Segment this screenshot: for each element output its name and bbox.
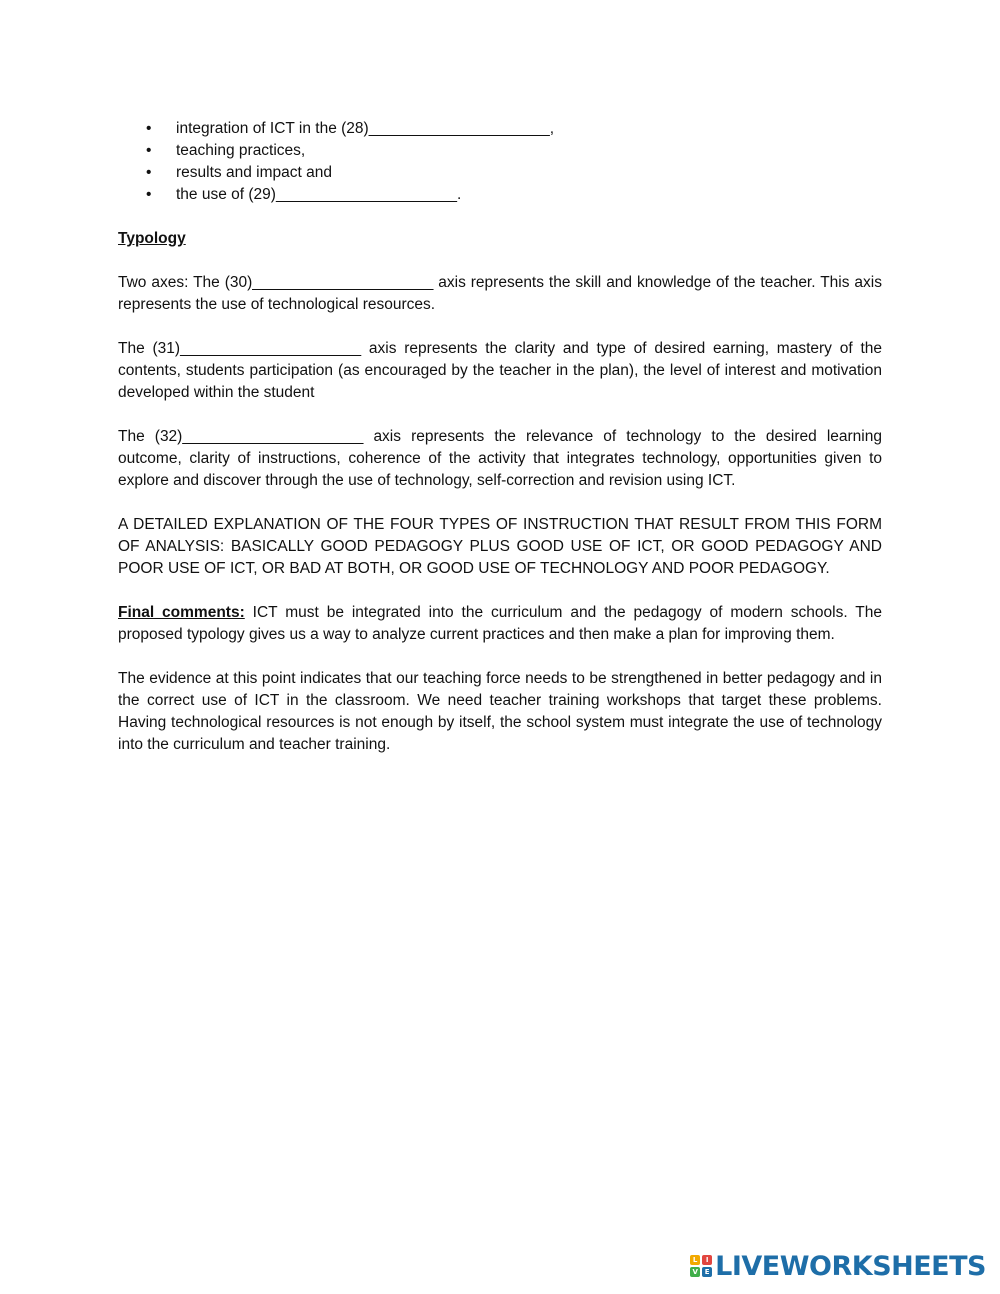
bullet-icon: • <box>146 120 152 137</box>
list-item-text: integration of ICT in the (28)_____________________, <box>176 120 555 137</box>
list-item <box>118 118 882 140</box>
list-item-text: results and impact and <box>176 164 332 181</box>
list-item <box>118 162 882 184</box>
list-item <box>118 140 882 162</box>
logo-text: LIVEWORKSHEETS <box>715 1250 986 1282</box>
paragraph-detailed-explanation: A DETAILED EXPLANATION OF THE FOUR TYPES OF INSTRUCTION THAT RESULT FROM THIS FORM OF ANALYSIS: BASICALLY GOOD PEDAGOGY PLUS GOOD USE OF ICT, OR GOOD PEDAGOGY AND POOR USE OF ICT, OR BAD AT BOTH, OR GOOD USE OF TECHNOLOGY AND POOR PEDAGOGY. <box>118 516 882 577</box>
paragraph-axis-31: The (31)_____________________ axis represents the clarity and type of desired earning, mastery of the contents, students participation (as encouraged by the teacher in the plan), the level of interest and motivation developed within the student <box>118 340 882 401</box>
document-page <box>118 118 882 756</box>
paragraph-evidence: The evidence at this point indicates that our teaching force needs to be strengthened in better pedagogy and in the correct use of ICT in the classroom. We need teacher training workshops that target these problems. Having technological resources is not enough by itself, the school system must integrate the use of technology into the curriculum and teacher training. <box>118 670 882 753</box>
bullet-icon: • <box>146 186 152 203</box>
logo-square-e: E <box>702 1267 712 1277</box>
bullet-icon: • <box>146 142 152 159</box>
logo-square-i: I <box>702 1255 712 1265</box>
liveworksheets-logo <box>690 1248 986 1284</box>
section-heading: Typology <box>118 230 186 247</box>
paragraph-axes: Two axes: The (30)_____________________ axis represents the skill and knowledge of the teacher. This axis represents the use of technological resources. <box>118 274 882 313</box>
list-item-text: the use of (29)_____________________. <box>176 186 462 203</box>
logo-square-l: L <box>690 1255 700 1265</box>
logo-square-v: V <box>690 1267 700 1277</box>
final-comments-text: ICT must be integrated into the curriculum and the pedagogy of modern schools. The proposed typology gives us a way to analyze current practices and then make a plan for improving them. <box>118 604 882 643</box>
final-comments-label: Final comments: <box>118 604 245 621</box>
bullet-icon: • <box>146 164 152 181</box>
paragraph-final-comments <box>118 602 882 646</box>
list-item-text: teaching practices, <box>176 142 306 159</box>
logo-squares-icon <box>690 1255 712 1277</box>
bullet-list <box>118 118 882 206</box>
list-item <box>118 184 882 206</box>
paragraph-axis-32: The (32)_____________________ axis represents the relevance of technology to the desired learning outcome, clarity of instructions, coherence of the activity that integrates technology, opportunities given to explore and discover through the use of technology, self-correction and revision using ICT. <box>118 428 882 489</box>
